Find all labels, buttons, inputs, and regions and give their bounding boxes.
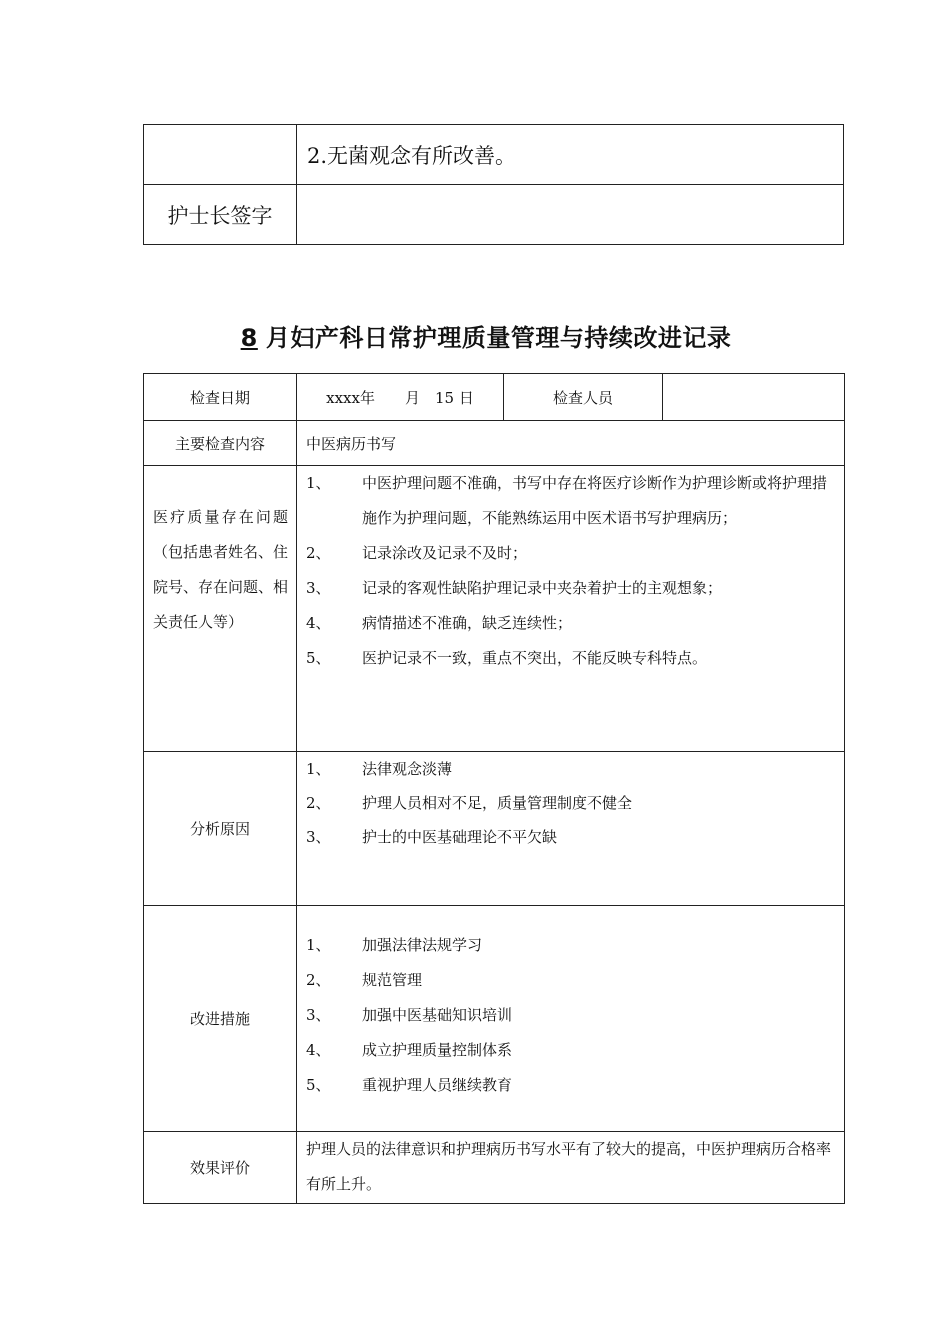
quality-record-table (143, 373, 845, 1204)
list-item (306, 963, 834, 998)
list-item (306, 536, 834, 571)
item-number: 4、 (306, 1041, 331, 1059)
list-item (306, 571, 834, 606)
main-content-value[interactable]: 中医病历书写 (297, 421, 845, 466)
item-number: 5、 (306, 1076, 331, 1094)
item-number: 3、 (306, 828, 331, 846)
improvement-measures-label: 改进措施 (144, 906, 297, 1132)
item-text: 病情描述不准确，缺乏连续性； (362, 614, 573, 632)
item-number: 2、 (306, 794, 331, 812)
item-number: 2、 (306, 544, 331, 562)
item-text: 记录涂改及记录不及时； (362, 544, 528, 562)
item-number: 1、 (306, 474, 331, 492)
item-text: 规范管理 (362, 971, 423, 989)
list-item (306, 998, 834, 1033)
list-item (306, 641, 834, 676)
inspector-value[interactable] (663, 374, 845, 421)
item-text: 中医护理问题不准确，书写中存在将医疗诊断作为护理诊断或将护理措施作为护理问题，不能熟练运用中医术语书写护理病历； (362, 474, 828, 527)
list-item (306, 786, 834, 820)
table-row (144, 1132, 845, 1204)
issues-label: 医疗质量存在问题（包括患者姓名、住院号、存在问题、相关责任人等） (144, 466, 297, 752)
item-number: 4、 (306, 614, 331, 632)
list-item (306, 1033, 834, 1068)
item-text: 成立护理质量控制体系 (362, 1041, 513, 1059)
continuation-table (143, 124, 844, 245)
table-row (144, 185, 844, 245)
table-row (144, 421, 845, 466)
check-date-label: 检查日期 (144, 374, 297, 421)
item-number: 1、 (306, 760, 331, 778)
item-text: 法律观念淡薄 (362, 760, 453, 778)
list-item (306, 1068, 834, 1103)
effect-evaluation-label: 效果评价 (144, 1132, 297, 1204)
item-number: 2、 (306, 971, 331, 989)
list-item (306, 606, 834, 641)
table-cell-empty (144, 125, 297, 185)
item-text: 加强法律法规学习 (362, 936, 483, 954)
table-row (144, 466, 845, 752)
item-text: 记录的客观性缺陷护理记录中夹杂着护士的主观想象； (362, 579, 723, 597)
item-number: 3、 (306, 1006, 331, 1024)
table-row (144, 125, 844, 185)
item-text: 护理人员相对不足，质量管理制度不健全 (362, 794, 633, 812)
table-row (144, 906, 845, 1132)
title-text: 月妇产科日常护理质量管理与持续改进记录 (265, 324, 732, 352)
table-row (144, 374, 845, 421)
improvement-note: 2.无菌观念有所改善。 (297, 125, 844, 185)
list-item (306, 820, 834, 854)
item-number: 3、 (306, 579, 331, 597)
measures-list (297, 906, 845, 1132)
head-nurse-signature-label: 护士长签字 (144, 185, 297, 245)
list-item (306, 466, 834, 536)
list-item (306, 928, 834, 963)
item-text: 医护记录不一致，重点不突出，不能反映专科特点。 (362, 649, 708, 667)
effect-evaluation-value[interactable]: 护理人员的法律意识和护理病历书写水平有了较大的提高，中医护理病历合格率有所上升。 (297, 1132, 845, 1204)
list-item (306, 752, 834, 786)
head-nurse-signature-field[interactable] (297, 185, 844, 245)
cause-analysis-label: 分析原因 (144, 752, 297, 906)
title-month: 8 (240, 324, 258, 352)
check-date-value[interactable]: xxxx年 月 15 日 (297, 374, 504, 421)
item-number: 5、 (306, 649, 331, 667)
main-content-label: 主要检查内容 (144, 421, 297, 466)
cause-list (297, 752, 845, 906)
item-text: 重视护理人员继续教育 (362, 1076, 513, 1094)
item-text: 护士的中医基础理论不平欠缺 (362, 828, 558, 846)
inspector-label: 检查人员 (504, 374, 663, 421)
item-text: 加强中医基础知识培训 (362, 1006, 513, 1024)
issues-list (297, 466, 845, 752)
table-row (144, 752, 845, 906)
item-number: 1、 (306, 936, 331, 954)
page-title (0, 318, 950, 353)
